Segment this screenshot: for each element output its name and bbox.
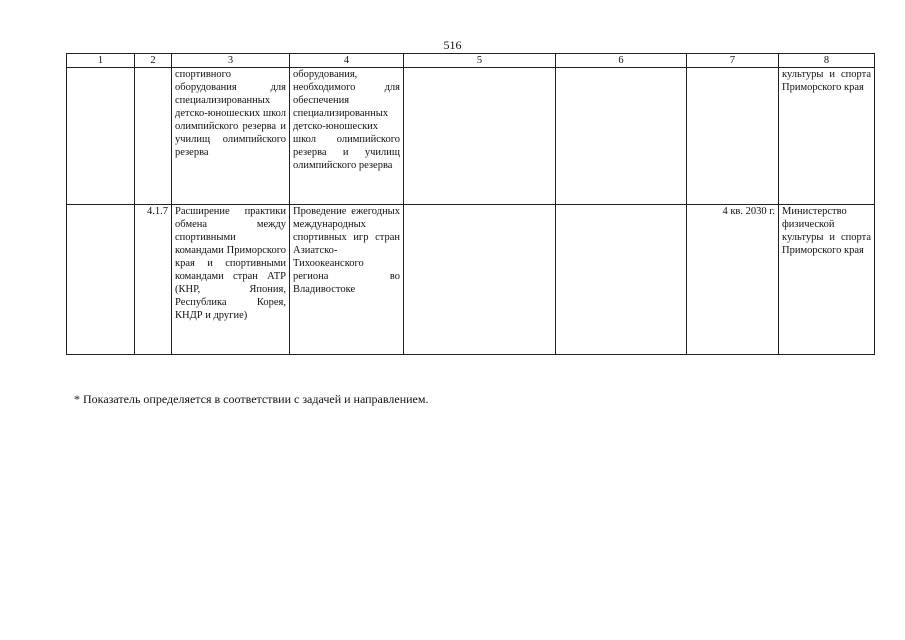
- table-cell: [404, 68, 556, 205]
- table-cell: [556, 68, 687, 205]
- column-header: 7: [687, 54, 779, 68]
- table-cell: [135, 68, 172, 205]
- table-cell: оборудования, необходимого для обеспечения специализированных детско-юношеских школ олимпийского резерва и училищ олимпийского резерва: [290, 68, 404, 205]
- column-header: 5: [404, 54, 556, 68]
- table-cell: Проведение ежегодных международных спортивных игр стран Азиатско-Тихоокеанского региона во Владивостоке: [290, 205, 404, 355]
- column-header: 2: [135, 54, 172, 68]
- program-table: [66, 53, 875, 355]
- table-cell: [687, 68, 779, 205]
- table-cell: [556, 205, 687, 355]
- column-header: 3: [172, 54, 290, 68]
- column-header: 4: [290, 54, 404, 68]
- table-cell: 4.1.7: [135, 205, 172, 355]
- column-header: 8: [779, 54, 875, 68]
- header-row: [67, 54, 875, 68]
- table-cell: [67, 205, 135, 355]
- table-cell: 4 кв. 2030 г.: [687, 205, 779, 355]
- table-cell: [67, 68, 135, 205]
- table-row: [67, 205, 875, 355]
- column-header: 1: [67, 54, 135, 68]
- table-cell: [404, 205, 556, 355]
- table-row: [67, 68, 875, 205]
- page-number: 516: [443, 38, 462, 52]
- table-cell: культуры и спорта Приморского края: [779, 68, 875, 205]
- column-header: 6: [556, 54, 687, 68]
- table-cell: Расширение практики обмена между спортивными командами Приморского края и спортивными командами стран АТР (КНР, Япония, Республика Корея, КНДР и другие): [172, 205, 290, 355]
- table-cell: спортивного оборудования для специализированных детско-юношеских школ олимпийского резерва и училищ олимпийского резерва: [172, 68, 290, 205]
- table-cell: Министерство физической культуры и спорта Приморского края: [779, 205, 875, 355]
- footnote: * Показатель определяется в соответствии с задачей и направлением.: [74, 392, 429, 406]
